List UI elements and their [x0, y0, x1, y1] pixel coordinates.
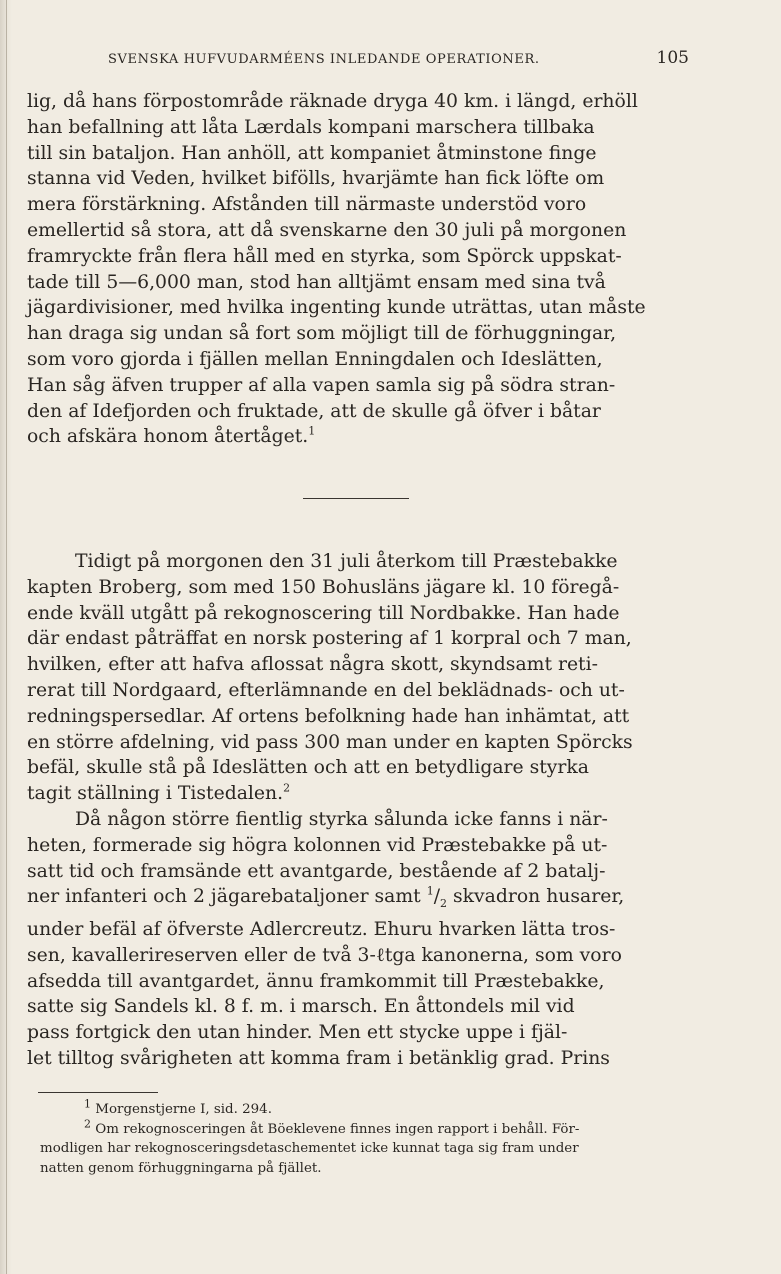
footnote-text: Morgenstjerne I, sid. 294.: [95, 1102, 272, 1117]
page-number: 105: [656, 48, 689, 68]
text-line-content: ner infanteri och 2 jägarebataljoner samt: [27, 886, 421, 908]
footnotes: [40, 1097, 690, 1178]
text-line: befäl, skulle stå på Ideslätten och att en betydligare styrka: [27, 757, 589, 779]
footnote-mark: 1: [84, 1097, 91, 1111]
footnote-1: [40, 1097, 690, 1120]
text-line: framryckte från flera håll med en styrka, som Spörck uppskat-: [27, 245, 622, 267]
text-line: satte sig Sandels kl. 8 f. m. i marsch. En åttondels mil vid: [27, 996, 575, 1018]
text-line: jägardivisioner, med hvilka ingenting kunde uträttas, utan måste: [27, 297, 646, 319]
text-line: Tidigt på morgonen den 31 juli återkom till Præstebakke: [75, 551, 618, 572]
text-line: den af Idefjorden och fruktade, att de skulle gå öfver i båtar: [27, 400, 601, 422]
text-line: en större afdelning, vid pass 300 man under en kapten Spörcks: [27, 731, 633, 753]
text-line: Han såg äfven trupper af alla vapen samla sig på södra stran-: [27, 374, 616, 396]
text-line: satt tid och framsände ett avantgarde, bestående af 2 batalj-: [27, 860, 606, 882]
section-divider: [303, 498, 409, 499]
text-line: ende kväll utgått på rekognoscering till Nordbakke. Han hade: [27, 602, 620, 624]
paragraph-1: [27, 89, 688, 450]
text-line: pass fortgick den utan hinder. Men ett stycke uppe i fjäl-: [27, 1022, 568, 1044]
text-line-content: skvadron husarer,: [453, 886, 625, 908]
text-line: under befäl af öfverste Adlercreutz. Ehuru hvarken lätta tros-: [27, 918, 616, 940]
text-line: som voro gjorda i fjällen mellan Enningdalen och Ideslätten,: [27, 348, 603, 370]
text-line: sen, kavallerireserven eller de två 3-ℓtga kanonerna, som voro: [27, 944, 622, 966]
text-line: mera förstärkning. Afstånden till närmaste understöd voro: [27, 194, 587, 216]
fraction-numerator: 1: [426, 885, 434, 899]
text-line: redningspersedlar. Af ortens befolkning hade han inhämtat, att: [27, 705, 630, 727]
footnote-text: modligen har rekognosceringsdetaschementet icke kunnat taga sig fram under: [40, 1141, 579, 1156]
text-line: Då någon större fientlig styrka sålunda icke fanns i när-: [75, 808, 608, 830]
footnote-text: Om rekognosceringen åt Böeklevene finnes ingen rapport i behåll. För-: [95, 1121, 580, 1137]
text-line: där endast påträffat en norsk postering af 1 korpral och 7 man,: [27, 628, 632, 650]
text-line: rerat till Nordgaard, efterlämnande en del beklädnads- och ut-: [27, 679, 625, 701]
text-line: tade till 5—6,000 man, stod han alltjämt ensam med sina två: [27, 271, 606, 293]
text-line: han befallning att låta Lærdals kompani marschera tillbaka: [27, 116, 595, 138]
text-line: hvilken, efter att hafva aflossat några skott, skyndsamt reti-: [27, 654, 598, 676]
footnote-2: [40, 1117, 690, 1140]
footnote-mark: 2: [84, 1117, 91, 1131]
running-header: [108, 48, 689, 68]
text-line: heten, formerade sig högra kolonnen vid Præstebakke på ut-: [27, 834, 608, 856]
footnote-text: natten genom förhuggningarna på fjället.: [40, 1160, 322, 1176]
footnote-ref-2: 2: [283, 781, 291, 795]
footnote-divider: [38, 1092, 158, 1093]
text-line: han draga sig undan så fort som möjligt till de förhuggningar,: [27, 323, 617, 345]
text-line: till sin bataljon. Han anhöll, att kompaniet åtminstone finge: [27, 142, 597, 164]
footnote-ref-1: 1: [308, 425, 316, 439]
paragraph-2: [27, 549, 688, 1072]
text-line: kapten Broberg, som med 150 Bohusläns jägare kl. 10 föregå-: [27, 576, 620, 598]
text-line: emellertid så stora, att då svenskarne den 30 juli på morgonen: [27, 219, 627, 241]
binding-edge: [6, 0, 7, 1274]
text-line: [27, 424, 688, 450]
text-line: lig, då hans förpostområde räknade dryga 40 km. i längd, erhöll: [27, 91, 638, 112]
fraction-denominator: 2: [440, 897, 448, 911]
text-line-content: och afskära honom återtåget.: [27, 426, 309, 448]
text-line: [27, 781, 688, 807]
text-line: afsedda till avantgardet, ännu framkommit till Præstebakke,: [27, 970, 605, 992]
text-line: let tilltog svårigheten att komma fram i betänklig grad. Prins: [27, 1047, 610, 1069]
text-line-content: tagit ställning i Tistedalen.: [27, 783, 284, 805]
text-line: stanna vid Veden, hvilket bifölls, hvarjämte han fick löfte om: [27, 168, 605, 190]
running-title: SVENSKA HUFVUDARMÉENS INLEDANDE OPERATIONER.: [108, 52, 540, 67]
text-line: ner infanteri och 2 jägarebataljoner samt $^1/_2$ skvadron husarer,: [27, 885, 625, 911]
